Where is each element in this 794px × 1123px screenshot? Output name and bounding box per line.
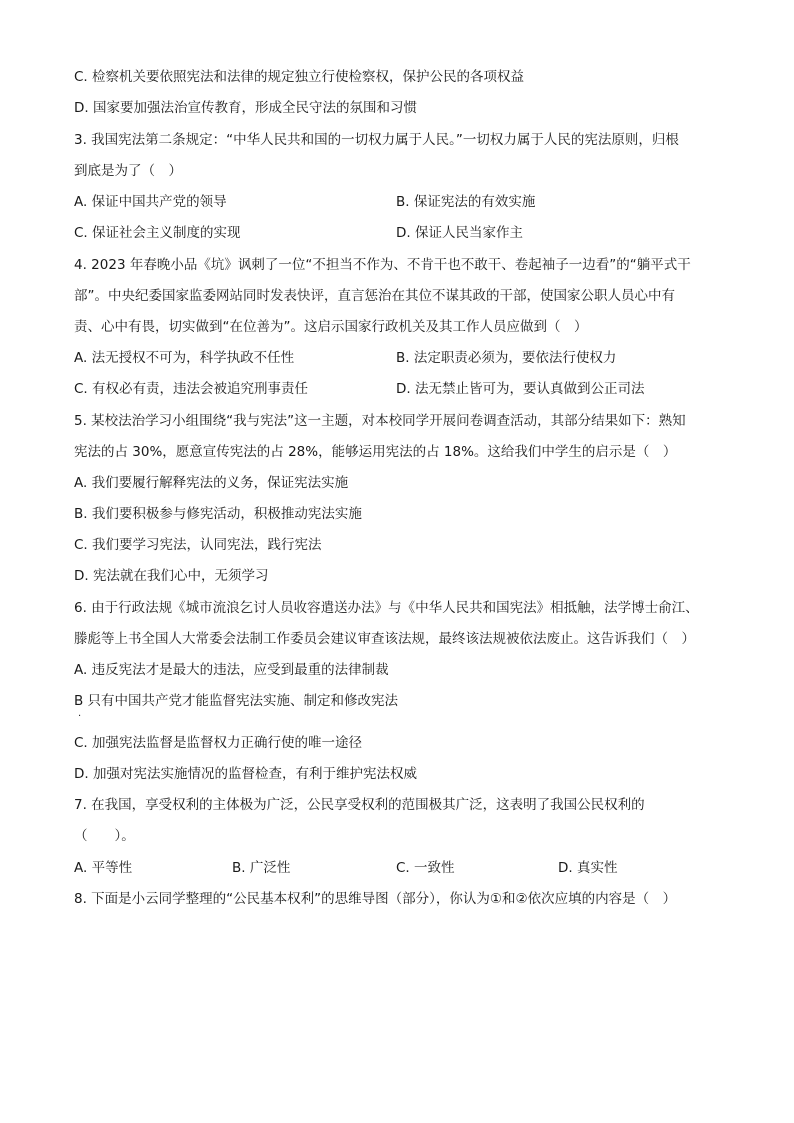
q7-stem-line1: 7. 在我国，享受权利的主体极为广泛，公民享受权利的范围极其广泛，这表明了我国公民权利的 — [74, 797, 645, 813]
q5-option-a: A. 我们要履行解释宪法的义务，保证宪法实施 — [74, 475, 349, 491]
q4-stem-line2: 部”。中央纪委国家监委网站同时发表快评，直言惩治在其位不谋其政的干部，使国家公职人员心中有 — [74, 288, 675, 304]
q3-option-b: B. 保证宪法的有效实施 — [396, 194, 536, 210]
q4-stem-line1: 4. 2023 年春晚小品《坑》讽刺了一位“不担当不作为、不肯干也不敢干、卷起袖子一边看”的“躺平式干 — [74, 257, 691, 273]
q4-option-c: C. 有权必有责，违法会被追究刑事责任 — [74, 381, 309, 397]
q7-option-b: B. 广泛性 — [232, 860, 291, 876]
q4-option-d: D. 法无禁止皆可为，要认真做到公正司法 — [396, 381, 645, 397]
q3-stem-line2: 到底是为了（ ） — [74, 163, 182, 179]
q5-stem-line1: 5. 某校法治学习小组围绕“我与宪法”这一主题，对本校同学开展问卷调查活动，其部分结果如下：熟知 — [74, 413, 686, 429]
q7-option-d: D. 真实性 — [558, 860, 618, 876]
q6-option-d: D. 加强对宪法实施情况的监督检查，有利于维护宪法权威 — [74, 766, 417, 782]
q3-option-c: C. 保证社会主义制度的实现 — [74, 225, 241, 241]
q7-stem-line2: （ ）。 — [74, 828, 135, 844]
q3-stem-line1: 3. 我国宪法第二条规定：“中华人民共和国的一切权力属于人民。”一切权力属于人民的宪法原则，归根 — [74, 132, 679, 148]
q6-option-c: C. 加强宪法监督是监督权力正确行使的唯一途径 — [74, 735, 363, 751]
q3-option-a: A. 保证中国共产党的领导 — [74, 194, 227, 210]
q5-option-c: C. 我们要学习宪法，认同宪法，践行宪法 — [74, 537, 322, 553]
q3-option-d: D. 保证人民当家作主 — [396, 225, 523, 241]
q4-stem-line3: 责、心中有畏，切实做到“在位善为”。这启示国家行政机关及其工作人员应做到（ ） — [74, 319, 588, 335]
q2-option-d: D. 国家要加强法治宣传教育，形成全民守法的氛围和习惯 — [74, 100, 417, 116]
q6-option-a: A. 违反宪法才是最大的违法，应受到最重的法律制裁 — [74, 662, 389, 678]
q5-option-d: D. 宪法就在我们心中，无须学习 — [74, 568, 269, 584]
q6-option-b: B 只有中国共产党才能监督宪法实施、制定和修改宪法 — [74, 693, 399, 709]
q2-option-c: C. 检察机关要依照宪法和法律的规定独立行使检察权，保护公民的各项权益 — [74, 69, 525, 85]
q4-option-a: A. 法无授权不可为，科学执政不任性 — [74, 350, 295, 366]
q6-stem-line1: 6. 由于行政法规《城市流浪乞讨人员收容遣送办法》与《中华人民共和国宪法》相抵触，法学博士俞江、 — [74, 600, 699, 616]
q7-option-a: A. 平等性 — [74, 860, 133, 876]
stray-dot: · — [78, 711, 82, 722]
q6-stem-line2: 滕彪等上书全国人大常委会法制工作委员会建议审查该法规，最终该法规被依法废止。这告诉我们（ ） — [74, 631, 695, 647]
q4-option-b: B. 法定职责必须为，要依法行使权力 — [396, 350, 617, 366]
q7-option-c: C. 一致性 — [396, 860, 455, 876]
q8-stem-line1: 8. 下面是小云同学整理的“公民基本权利”的思维导图（部分），你认为①和②依次应填的内容是（ ） — [74, 891, 677, 907]
q5-option-b: B. 我们要积极参与修宪活动，积极推动宪法实施 — [74, 506, 362, 522]
q5-stem-line2: 宪法的占 30%，愿意宣传宪法的占 28%，能够运用宪法的占 18%。这给我们中学生的启示是（ ） — [74, 444, 677, 460]
